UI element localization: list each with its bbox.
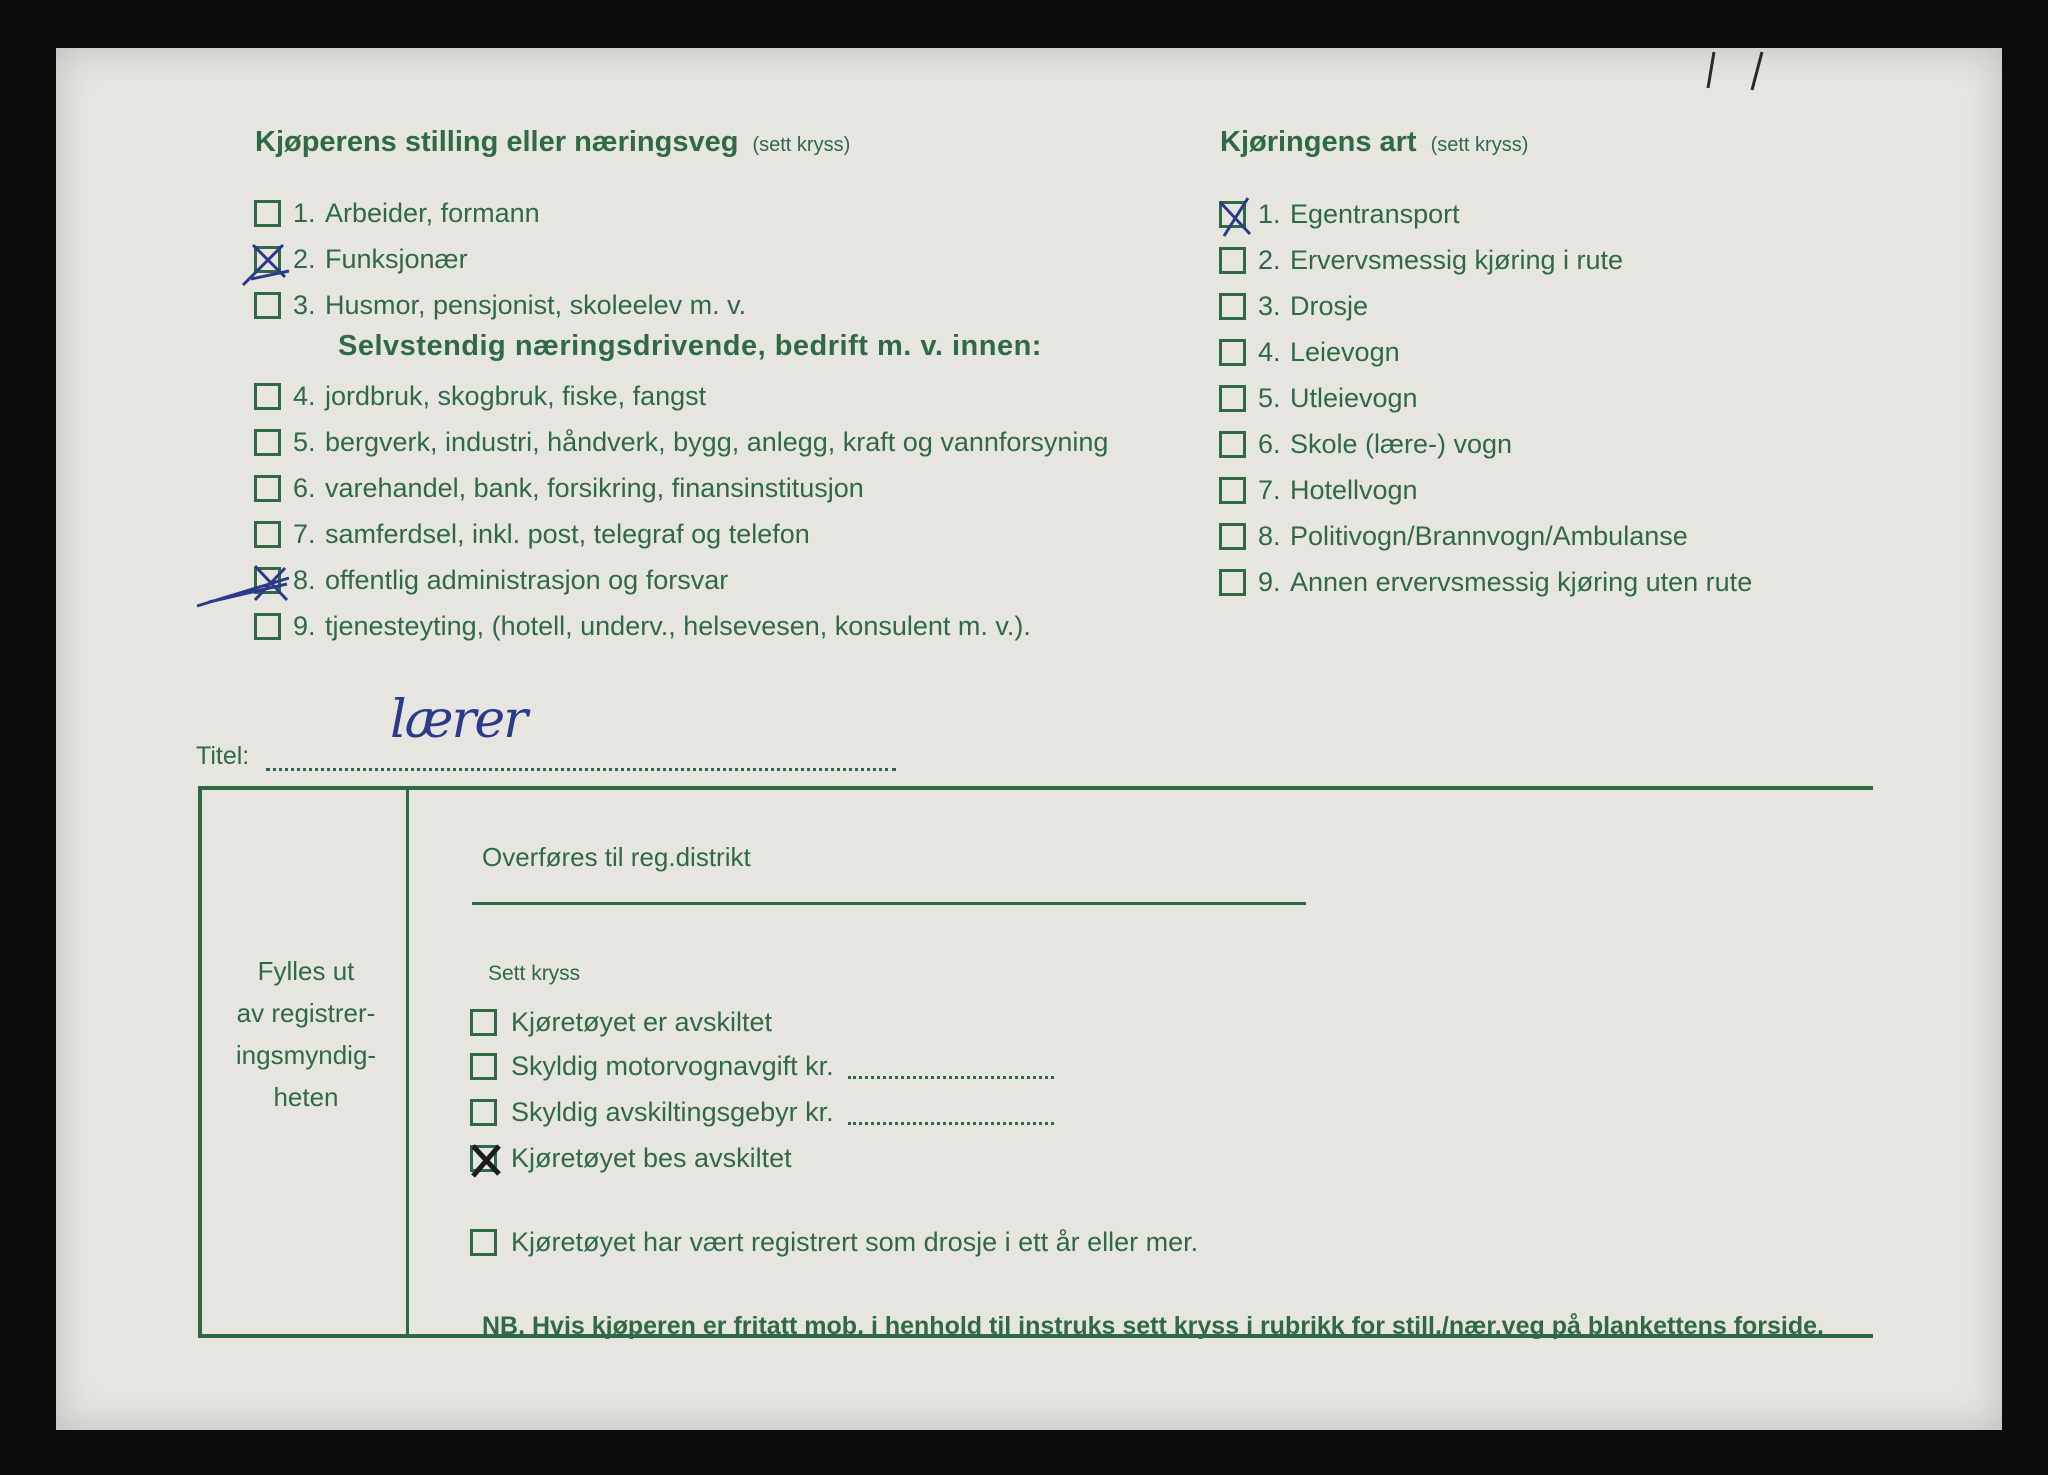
registration-option-avskiltet[interactable] — [470, 1002, 772, 1042]
side-label-line: Fylles ut — [257, 956, 355, 986]
checkbox[interactable] — [254, 200, 281, 227]
occupation-option-6[interactable] — [254, 468, 864, 508]
registration-option-drosje[interactable] — [470, 1222, 1198, 1262]
checkbox[interactable] — [1219, 247, 1246, 274]
checkbox-checked[interactable] — [254, 567, 281, 594]
option-label: Ervervsmessig kjøring i rute — [1290, 244, 1624, 275]
option-label: Skyldig avskiltingsgebyr kr. — [511, 1096, 834, 1127]
pen-cross-mark-icon — [249, 562, 292, 605]
option-label: samferdsel, inkl. post, telegraf og telefon — [325, 518, 810, 549]
heading-text: Kjøperens stilling eller næringsveg — [255, 126, 739, 158]
driving-option-8[interactable] — [1219, 516, 1688, 556]
registration-option-avskiltingsgebyr[interactable] — [470, 1092, 1054, 1132]
option-label: Politivogn/Brannvogn/Ambulanse — [1290, 520, 1688, 551]
driving-option-3[interactable] — [1219, 286, 1368, 326]
checkbox-checked[interactable] — [470, 1145, 497, 1172]
sett-kryss-label: Sett kryss — [488, 962, 581, 985]
checkbox[interactable] — [1219, 293, 1246, 320]
option-label: Skyldig motorvognavgift kr. — [511, 1050, 834, 1081]
option-label: Egentransport — [1290, 198, 1460, 229]
option-label: Leievogn — [1290, 336, 1400, 367]
checkbox[interactable] — [1219, 431, 1246, 458]
option-label: Hotellvogn — [1290, 474, 1418, 505]
registration-option-motorvognavgift[interactable] — [470, 1046, 1054, 1086]
checkbox[interactable] — [470, 1229, 497, 1256]
pen-cross-mark-icon — [249, 241, 292, 284]
option-label: Funksjonær — [325, 243, 468, 274]
heading-note: (sett kryss) — [1430, 134, 1529, 156]
option-label: Kjøretøyet bes avskiltet — [511, 1142, 792, 1173]
occupation-option-5[interactable] — [254, 422, 1108, 462]
registration-option-bes-avskiltet[interactable] — [470, 1138, 792, 1178]
driving-type-heading — [1220, 126, 1528, 159]
checkbox[interactable] — [1219, 477, 1246, 504]
bleed-through-text — [1560, 460, 1571, 500]
option-number: 1. — [293, 197, 316, 228]
occupation-option-9[interactable] — [254, 606, 1031, 646]
checkbox-checked[interactable] — [1219, 201, 1246, 228]
checkbox[interactable] — [470, 1099, 497, 1126]
option-number: 9. — [293, 610, 316, 641]
option-label: Skole (lære-) vogn — [1290, 428, 1513, 459]
checkbox[interactable] — [1219, 523, 1246, 550]
checkbox-checked[interactable] — [254, 246, 281, 273]
checkbox[interactable] — [1219, 569, 1246, 596]
option-label: Arbeider, formann — [325, 197, 540, 228]
pen-cross-mark-icon — [465, 1140, 508, 1183]
option-number: 3. — [293, 289, 316, 320]
checkbox[interactable] — [1219, 385, 1246, 412]
pen-cross-mark-icon — [1214, 196, 1257, 239]
checkbox[interactable] — [254, 521, 281, 548]
titel-label: Titel: — [196, 742, 250, 770]
option-number: 8. — [293, 564, 316, 595]
checkbox[interactable] — [254, 613, 281, 640]
option-number: 8. — [1258, 520, 1281, 551]
option-label: Kjøretøyet er avskiltet — [511, 1006, 773, 1037]
transfer-district-line[interactable] — [472, 902, 1306, 905]
buyer-occupation-heading — [255, 126, 850, 159]
side-label-line: ingsmyndig- — [235, 1040, 377, 1070]
pen-scratch-marks-icon — [1700, 48, 1820, 108]
option-number: 6. — [293, 472, 316, 503]
option-number: 4. — [293, 380, 316, 411]
transfer-district-label: Overføres til reg.distrikt — [482, 842, 751, 872]
checkbox[interactable] — [254, 429, 281, 456]
driving-option-6[interactable] — [1219, 424, 1512, 464]
option-label: tjenesteyting, (hotell, underv., helsevesen, konsulent m. v.). — [325, 610, 1031, 641]
checkbox[interactable] — [1219, 339, 1246, 366]
driving-option-4[interactable] — [1219, 332, 1400, 372]
occupation-option-3[interactable] — [254, 285, 746, 325]
option-label: Kjøretøyet har vært registrert som drosje i ett år eller mer. — [511, 1226, 1199, 1257]
checkbox[interactable] — [254, 475, 281, 502]
self-employed-subheading: Selvstendig næringsdrivende, bedrift m. v. innen: — [338, 330, 1042, 362]
heading-text: Kjøringens art — [1220, 126, 1417, 158]
option-number: 4. — [1258, 336, 1281, 367]
checkbox[interactable] — [254, 292, 281, 319]
option-number: 6. — [1258, 428, 1281, 459]
registration-side-label — [212, 950, 400, 1118]
occupation-option-2[interactable] — [254, 239, 468, 279]
option-label: Drosje — [1290, 290, 1369, 321]
nb-note: NB. Hvis kjøperen er fritatt mob. i henhold til instruks sett kryss i rubrikk for still./nær.veg på blankettens forside. — [482, 1312, 1824, 1340]
option-label: jordbruk, skogbruk, fiske, fangst — [325, 380, 707, 411]
option-label: offentlig administrasjon og forsvar — [325, 564, 729, 595]
option-number: 9. — [1258, 566, 1281, 597]
option-label: Husmor, pensjonist, skoleelev m. v. — [325, 289, 747, 320]
option-number: 2. — [1258, 244, 1281, 275]
option-label: Annen ervervsmessig kjøring uten rute — [1290, 566, 1753, 597]
checkbox[interactable] — [470, 1009, 497, 1036]
driving-option-7[interactable] — [1219, 470, 1418, 510]
driving-option-1[interactable] — [1219, 194, 1460, 234]
registration-divider — [406, 786, 409, 1338]
occupation-option-1[interactable] — [254, 193, 540, 233]
side-label-line: heten — [273, 1082, 339, 1112]
amount-dotted-field[interactable] — [848, 1054, 1054, 1079]
occupation-option-7[interactable] — [254, 514, 810, 554]
option-number: 7. — [1258, 474, 1281, 505]
occupation-option-4[interactable] — [254, 376, 706, 416]
heading-note: (sett kryss) — [752, 134, 851, 156]
option-number: 7. — [293, 518, 316, 549]
titel-handwritten-value[interactable]: lærer — [390, 690, 526, 750]
titel-dotted-line — [266, 768, 896, 771]
option-number: 1. — [1258, 198, 1281, 229]
option-number: 5. — [293, 426, 316, 457]
occupation-option-8[interactable] — [254, 560, 728, 600]
option-label: varehandel, bank, forsikring, finansinstitusjon — [325, 472, 864, 503]
side-label-line: av registrer- — [236, 998, 376, 1028]
driving-option-9[interactable] — [1219, 562, 1752, 602]
checkbox[interactable] — [254, 383, 281, 410]
checkbox[interactable] — [470, 1053, 497, 1080]
option-label: Utleievogn — [1290, 382, 1418, 413]
option-number: 3. — [1258, 290, 1281, 321]
option-label: bergverk, industri, håndverk, bygg, anlegg, kraft og vannforsyning — [325, 426, 1109, 457]
option-number: 5. — [1258, 382, 1281, 413]
driving-option-2[interactable] — [1219, 240, 1623, 280]
option-number: 2. — [293, 243, 316, 274]
driving-option-5[interactable] — [1219, 378, 1418, 418]
amount-dotted-field[interactable] — [848, 1100, 1054, 1125]
